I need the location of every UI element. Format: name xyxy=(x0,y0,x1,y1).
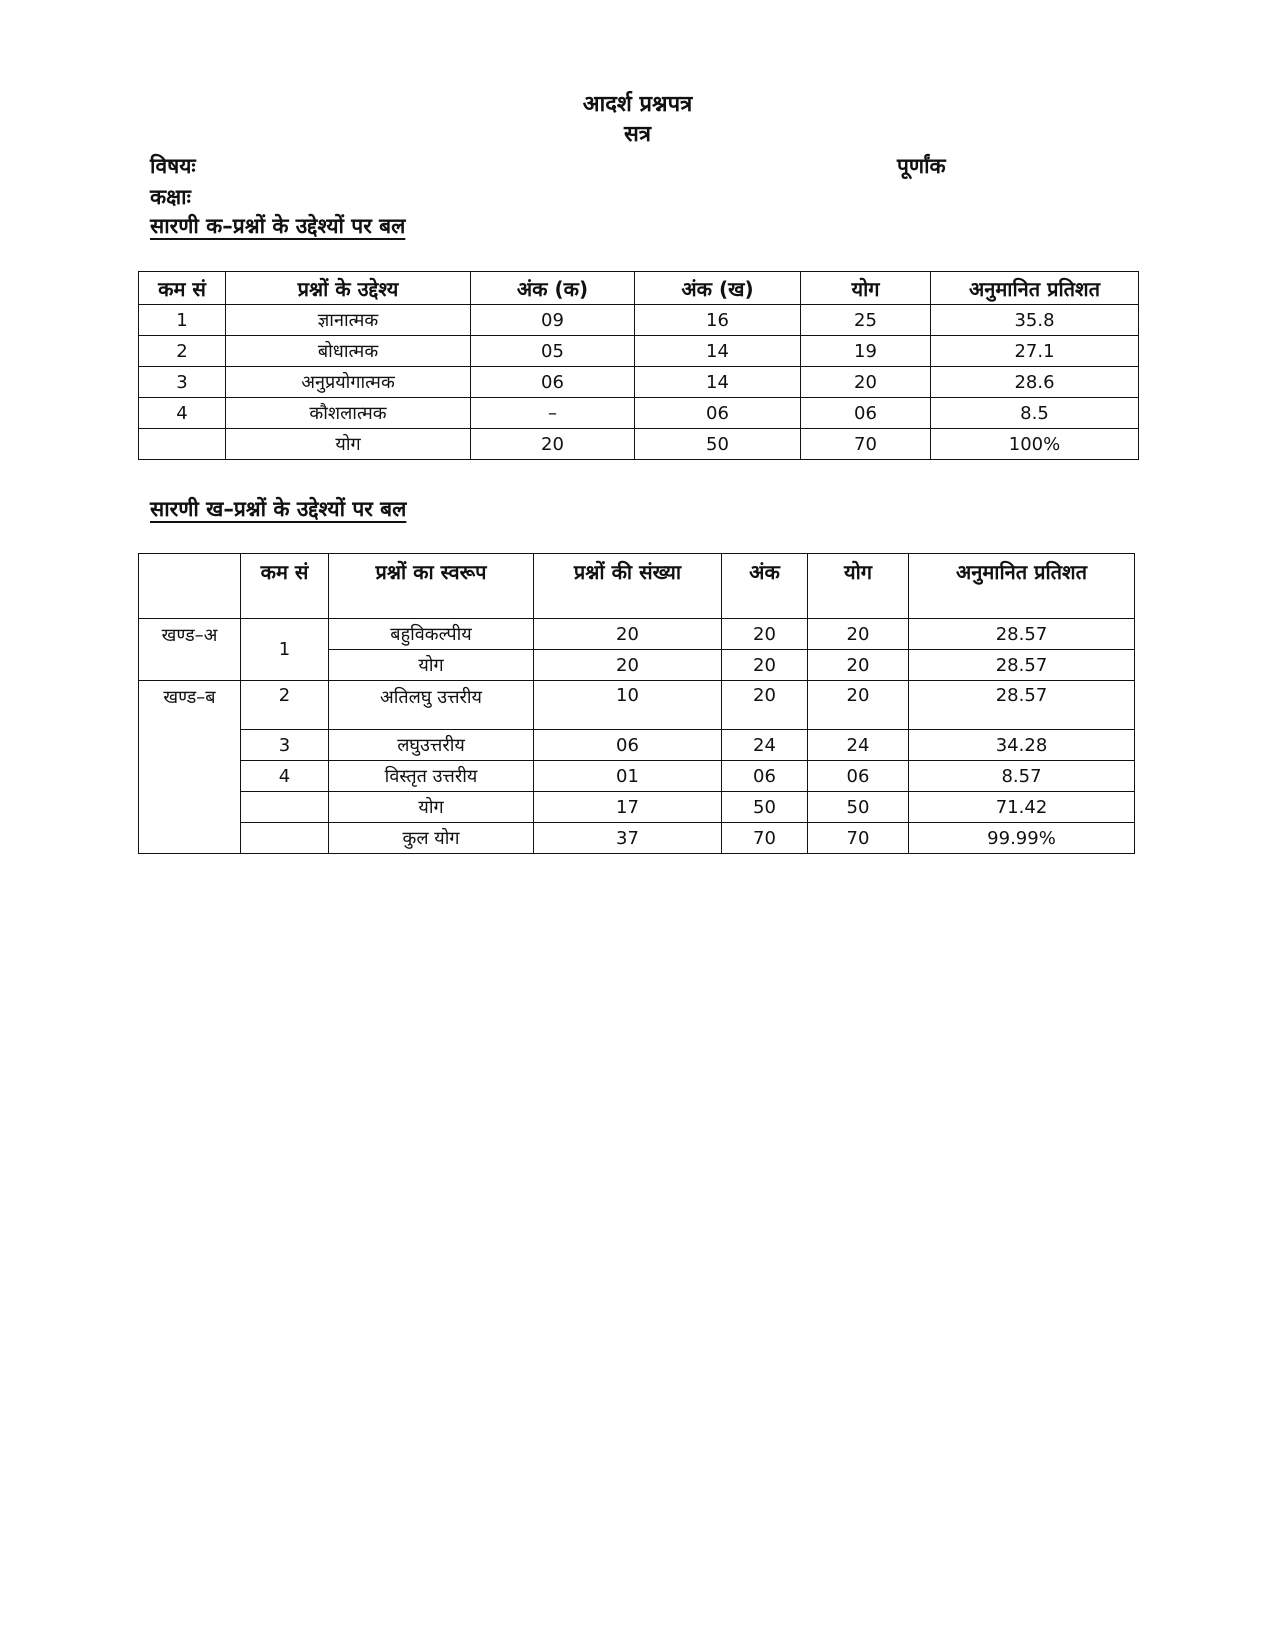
table-cell: 20 xyxy=(808,681,909,730)
table-cell: 71.42 xyxy=(909,792,1135,823)
subtotal-row xyxy=(139,792,1135,823)
table-row xyxy=(139,398,1139,429)
table-cell: योग xyxy=(329,650,534,681)
section-cell: खण्ड–ब xyxy=(139,681,241,854)
table-cell: 4 xyxy=(139,398,226,429)
table-row xyxy=(139,681,1135,730)
table-cell: 3 xyxy=(139,367,226,398)
table-cell: 06 xyxy=(722,761,808,792)
column-header: अनुमानित प्रतिशत xyxy=(931,272,1139,305)
table-cell: 09 xyxy=(471,305,635,336)
table-cell: 14 xyxy=(635,336,801,367)
table-cell: 8.57 xyxy=(909,761,1135,792)
table-cell: 27.1 xyxy=(931,336,1139,367)
table-cell: 01 xyxy=(534,761,722,792)
table-cell: 20 xyxy=(801,367,931,398)
table-row xyxy=(139,761,1135,792)
column-header: अंक xyxy=(722,554,808,619)
full-marks-label: पूर्णांक xyxy=(897,154,946,178)
table-cell: 06 xyxy=(534,730,722,761)
table-header-row xyxy=(139,272,1139,305)
section-cell: खण्ड–अ xyxy=(139,619,241,681)
table-cell: 70 xyxy=(801,429,931,460)
table-a-heading: सारणी क–प्रश्नों के उद्देश्यों पर बल xyxy=(150,214,406,238)
table-cell: 14 xyxy=(635,367,801,398)
table-cell: विस्तृत उत्तरीय xyxy=(329,761,534,792)
column-header: कम सं xyxy=(139,272,226,305)
table-cell: 24 xyxy=(722,730,808,761)
table-cell: 50 xyxy=(635,429,801,460)
table-cell: 06 xyxy=(635,398,801,429)
column-header: अंक (ख) xyxy=(635,272,801,305)
table-cell: अतिलघु उत्तरीय xyxy=(329,681,534,730)
table-cell: 2 xyxy=(241,681,329,730)
table-cell: 25 xyxy=(801,305,931,336)
table-cell: 28.57 xyxy=(909,619,1135,650)
table-cell: कौशलात्मक xyxy=(226,398,471,429)
table-cell: योग xyxy=(329,792,534,823)
column-header: योग xyxy=(808,554,909,619)
table-cell: 06 xyxy=(801,398,931,429)
grand-total-row xyxy=(139,823,1135,854)
table-cell: 20 xyxy=(534,619,722,650)
table-cell: 8.5 xyxy=(931,398,1139,429)
table-cell: 99.99% xyxy=(909,823,1135,854)
page-title: आदर्श प्रश्नपत्र xyxy=(582,92,693,117)
table-cell: 16 xyxy=(635,305,801,336)
table-cell: 28.57 xyxy=(909,681,1135,730)
table-cell: 20 xyxy=(808,619,909,650)
table-cell: 2 xyxy=(139,336,226,367)
table-cell: 50 xyxy=(722,792,808,823)
table-row xyxy=(139,305,1139,336)
objectives-table xyxy=(138,271,1139,460)
table-cell: कुल योग xyxy=(329,823,534,854)
table-header-row xyxy=(139,554,1135,619)
table-b-heading: सारणी ख–प्रश्नों के उद्देश्यों पर बल xyxy=(150,497,407,521)
table-cell: बहुविकल्पीय xyxy=(329,619,534,650)
table-cell: 100% xyxy=(931,429,1139,460)
table-row xyxy=(139,336,1139,367)
table-cell: 35.8 xyxy=(931,305,1139,336)
table-cell xyxy=(241,792,329,823)
table-cell: अनुप्रयोगात्मक xyxy=(226,367,471,398)
column-header: कम सं xyxy=(241,554,329,619)
column-header: अनुमानित प्रतिशत xyxy=(909,554,1135,619)
table-cell: 37 xyxy=(534,823,722,854)
table-cell: 10 xyxy=(534,681,722,730)
table-cell: 17 xyxy=(534,792,722,823)
table-cell: – xyxy=(471,398,635,429)
table-row xyxy=(139,619,1135,650)
table-cell: ज्ञानात्मक xyxy=(226,305,471,336)
table-cell: 24 xyxy=(808,730,909,761)
table-cell: 4 xyxy=(241,761,329,792)
table-cell: योग xyxy=(226,429,471,460)
table-cell: 34.28 xyxy=(909,730,1135,761)
table-row xyxy=(139,730,1135,761)
column-header: प्रश्नों का स्वरूप xyxy=(329,554,534,619)
table-cell: 3 xyxy=(241,730,329,761)
table-cell: 28.57 xyxy=(909,650,1135,681)
table-cell xyxy=(139,429,226,460)
subject-label: विषयः xyxy=(150,154,196,178)
question-format-table xyxy=(138,553,1135,854)
table-cell: 20 xyxy=(471,429,635,460)
column-header: योग xyxy=(801,272,931,305)
table-cell: 20 xyxy=(722,681,808,730)
table-cell: 05 xyxy=(471,336,635,367)
class-label: कक्षाः xyxy=(150,185,191,209)
table-cell: 1 xyxy=(241,619,329,681)
column-header xyxy=(139,554,241,619)
table-cell: 19 xyxy=(801,336,931,367)
column-header: प्रश्नों के उद्देश्य xyxy=(226,272,471,305)
table-cell: 70 xyxy=(808,823,909,854)
table-cell: 20 xyxy=(722,619,808,650)
table-cell: लघुउत्तरीय xyxy=(329,730,534,761)
table-cell xyxy=(241,823,329,854)
total-row xyxy=(139,429,1139,460)
column-header: अंक (क) xyxy=(471,272,635,305)
table-cell: 20 xyxy=(534,650,722,681)
table-cell: 70 xyxy=(722,823,808,854)
table-cell: 06 xyxy=(471,367,635,398)
table-cell: 20 xyxy=(722,650,808,681)
table-cell: 1 xyxy=(139,305,226,336)
table-cell: 28.6 xyxy=(931,367,1139,398)
table-cell: 06 xyxy=(808,761,909,792)
column-header: प्रश्नों की संख्या xyxy=(534,554,722,619)
table-cell: 50 xyxy=(808,792,909,823)
table-cell: बोधात्मक xyxy=(226,336,471,367)
table-row xyxy=(139,367,1139,398)
table-cell: 20 xyxy=(808,650,909,681)
session-label: सत्र xyxy=(623,122,652,147)
